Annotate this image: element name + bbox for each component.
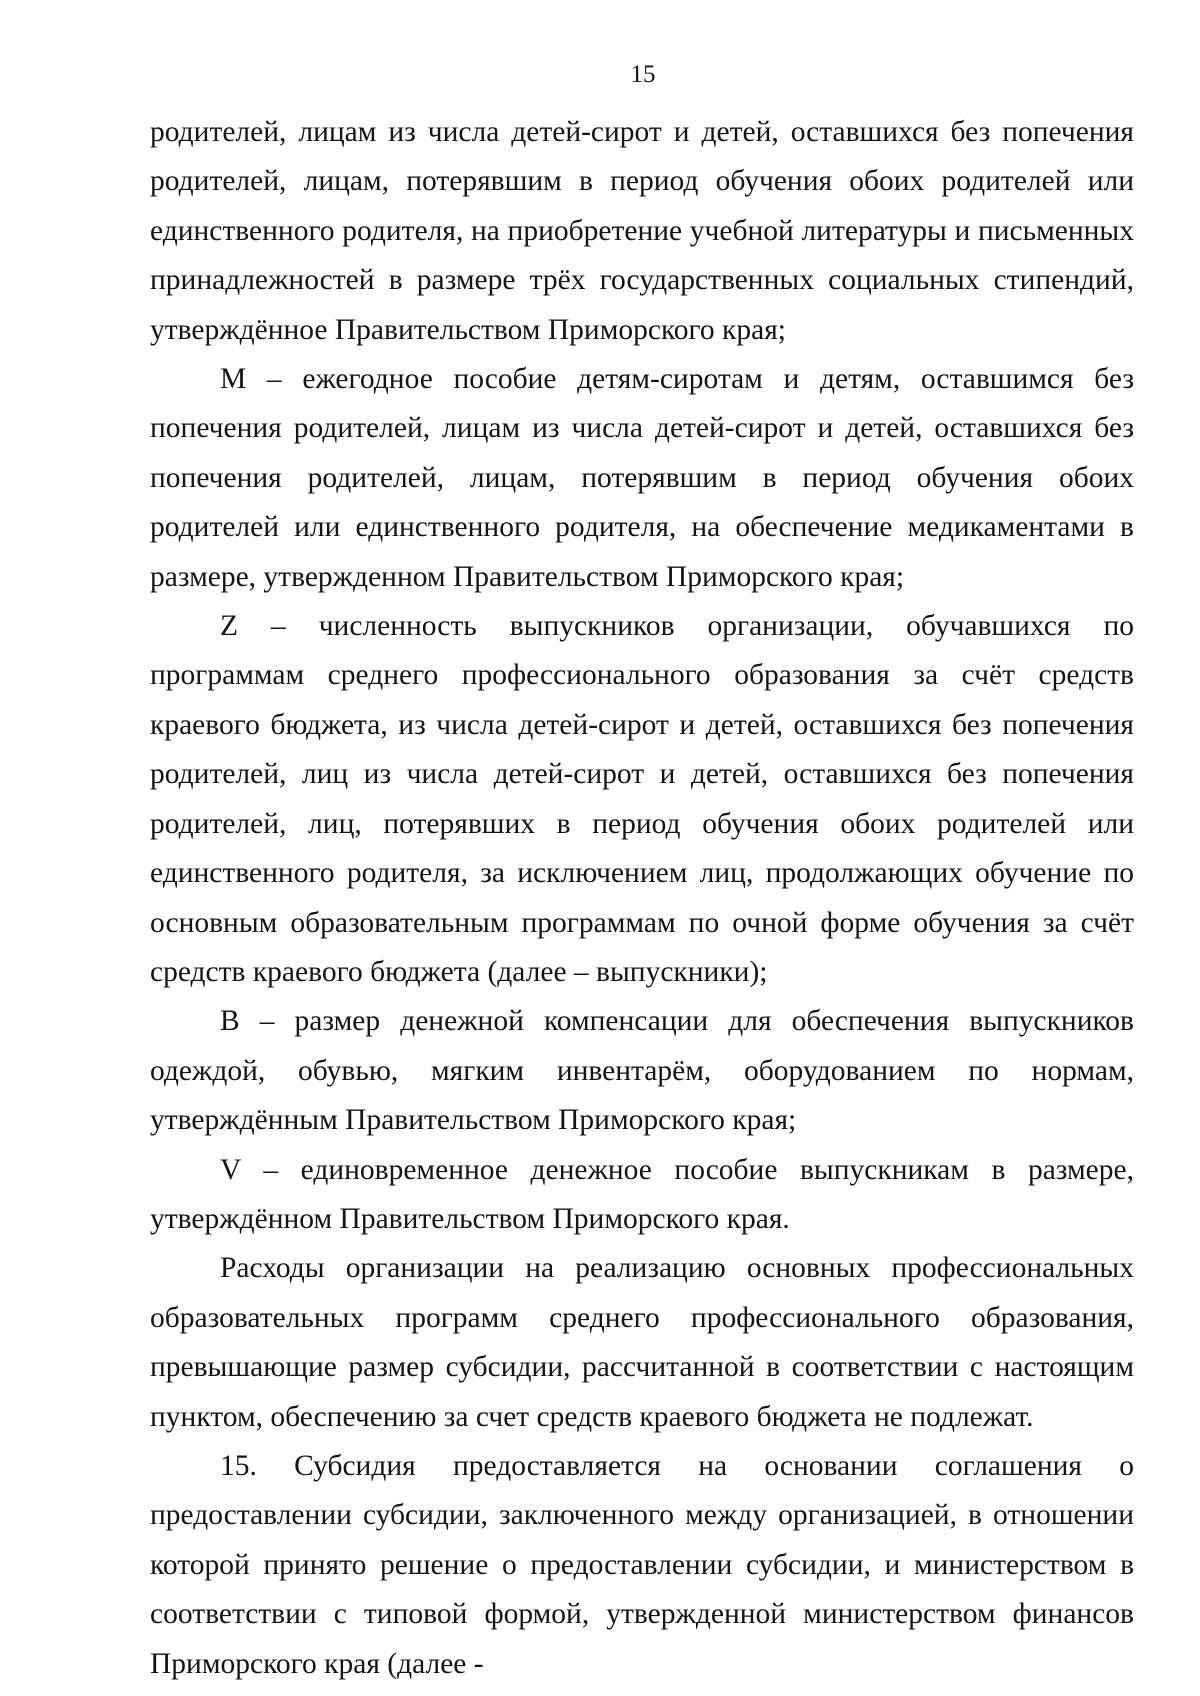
- paragraph-continuation: родителей, лицам из числа детей-сирот и детей, оставшихся без попечения родителей, лицам, потерявшим в период обучения обоих родителей или единственного родителя, на приобретение учебной литературы и письменных принадлежностей в размере трёх государственных социальных стипендий, утверждённое Правительством Приморского края;: [150, 116, 1134, 346]
- paragraph-b-definition: В – размер денежной компенсации для обеспечения выпускников одеждой, обувью, мягким инвентарём, оборудованием по нормам, утверждённым Правительством Приморского края;: [150, 1005, 1134, 1137]
- paragraph-v-definition: V – единовременное денежное пособие выпускникам в размере, утверждённом Правительством Приморского края.: [150, 1153, 1134, 1235]
- document-body: [150, 108, 1134, 1689]
- page-number: 15: [630, 61, 656, 88]
- paragraph-clause-15: 15. Субсидия предоставляется на основании соглашения о предоставлении субсидии, заключенного между организацией, в отношении которой принято решение о предоставлении субсидии, и министерством в соответствии с типовой формой, утвержденной министерством финансов Приморского края (далее -: [150, 1449, 1134, 1680]
- paragraph-z-definition: Z – численность выпускников организации, обучавшихся по программам среднего профессионального образования за счёт средств краевого бюджета, из числа детей-сирот и детей, оставшихся без попечения родителей, лиц из числа детей-сирот и детей, оставшихся без попечения родителей, лиц, потерявших в период обучения обоих родителей или единственного родителя, за исключением лиц, продолжающих обучение по основным образовательным программам по очной форме обучения за счёт средств краевого бюджета (далее – выпускники);: [150, 610, 1134, 988]
- paragraph-expenses: Расходы организации на реализацию основных профессиональных образовательных программ среднего профессионального образования, превышающие размер субсидии, рассчитанной в соответствии с настоящим пунктом, обеспечению за счет средств краевого бюджета не подлежат.: [150, 1252, 1134, 1433]
- paragraph-m-definition: М – ежегодное пособие детям-сиротам и детям, оставшимся без попечения родителей, лицам из числа детей-сирот и детей, оставшихся без попечения родителей, лицам, потерявшим в период обучения обоих родителей или единственного родителя, на обеспечение медикаментами в размере, утвержденном Правительством Приморского края;: [150, 363, 1134, 593]
